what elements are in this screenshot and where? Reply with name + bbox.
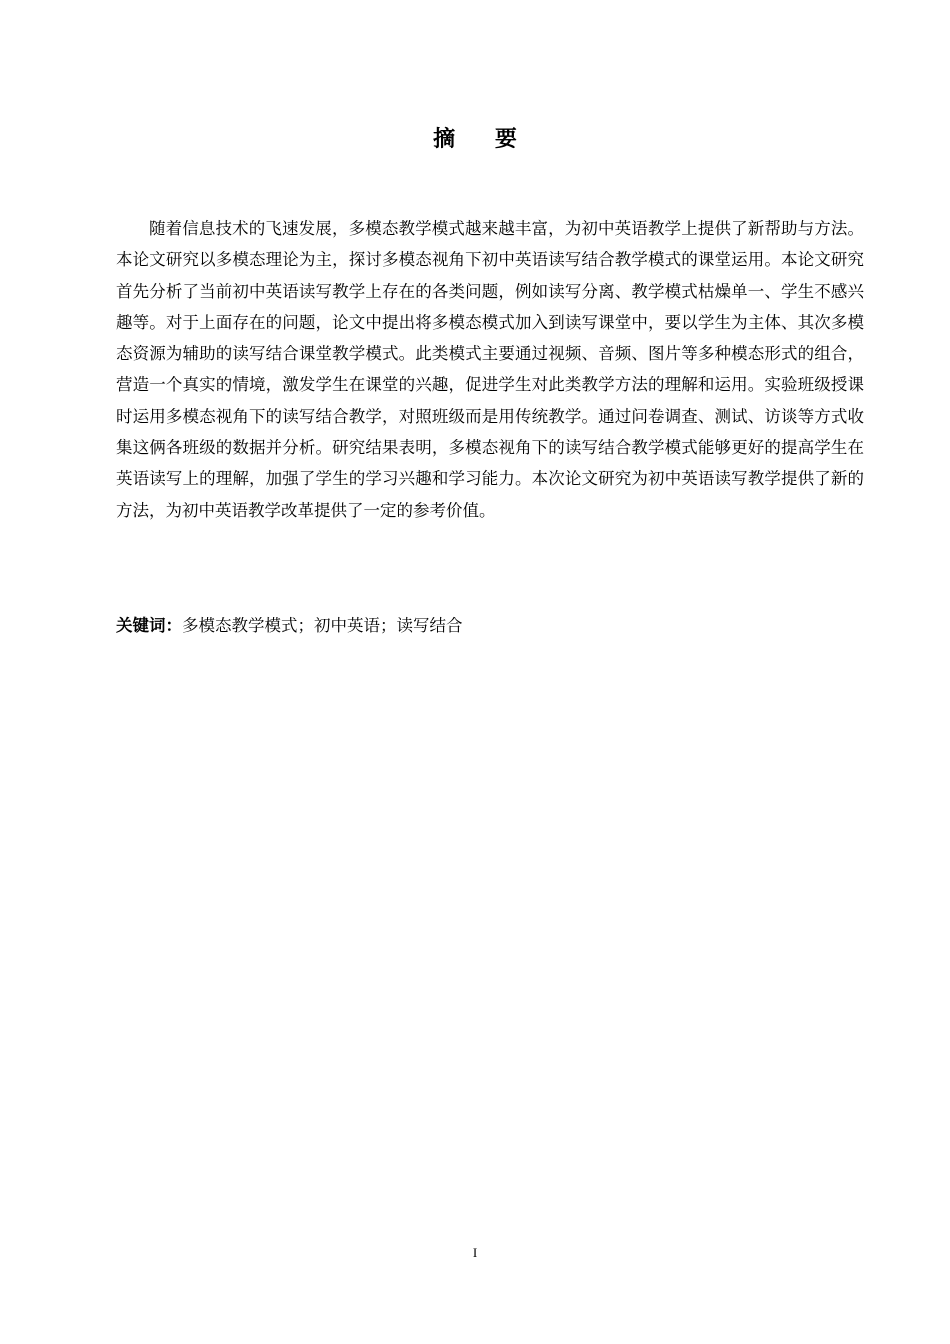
keywords-label: 关键词： — [116, 616, 182, 635]
abstract-body: 随着信息技术的飞速发展，多模态教学模式越来越丰富，为初中英语教学上提供了新帮助与方法。本论文研究以多模态理论为主，探讨多模态视角下初中英语读写结合教学模式的课堂运用。本论文研究首先分析了当前初中英语读写教学上存在的各类问题，例如读写分离、教学模式枯燥单一、学生不感兴趣等。对于上面存在的问题，论文中提出将多模态模式加入到读写课堂中，要以学生为主体、其次多模态资源为辅助的读写结合课堂教学模式。此类模式主要通过视频、音频、图片等多种模态形式的组合，营造一个真实的情境，激发学生在课堂的兴趣，促进学生对此类教学方法的理解和运用。实验班级授课时运用多模态视角下的读写结合教学，对照班级而是用传统教学。通过问卷调查、测试、访谈等方式收集这俩各班级的数据并分析。研究结果表明，多模态视角下的读写结合教学模式能够更好的提高学生在英语读写上的理解，加强了学生的学习兴趣和学习能力。本次论文研究为初中英语读写教学提供了新的方法，为初中英语教学改革提供了一定的参考价值。 — [116, 219, 864, 520]
page-number: I — [472, 1245, 478, 1260]
keywords-text: 多模态教学模式；初中英语；读写结合 — [182, 616, 463, 635]
keywords-line — [116, 610, 864, 641]
abstract-title: 摘 要 — [433, 126, 533, 152]
